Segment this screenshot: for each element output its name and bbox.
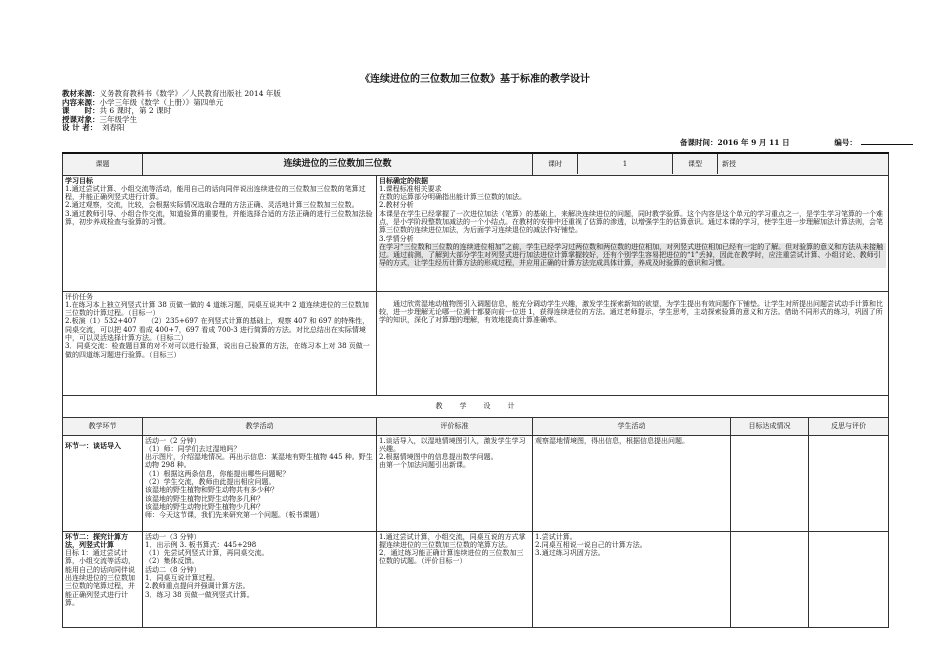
goals-cell (63, 175, 377, 291)
page-title: 《连续进位的三位数加三位数》基于标准的教学设计 (360, 74, 590, 85)
goals-row (63, 175, 889, 291)
type-label: 课型 (673, 154, 718, 174)
design-heading-row (63, 395, 889, 417)
meta-audience: 授课对象：三年级学生 (62, 114, 137, 124)
basis-item: 在数的运算部分明确指出能计算三位数的加法。 (379, 193, 526, 202)
step1-activity: 活动一（2 分钟） （1）师：同学们去过湿地吗？ 出示图片，介绍湿地情况。再出示信息：某湿地有野生植物 445 种。野生动物 298 种。 （1）根据这两条信息，你能提出哪些问题呢？ （2）学生交流，教师由此提出相应问题。 该湿地的野生植物和野生动物共有多少种？ 该湿地的野生植物比野生动物多几种？ 该湿地的野生动物比野生植物少几种？ 师：今天这节课，我们先来研究第一个问题。（板书课题） (143, 435, 377, 531)
basis-item: 本课是在学生已经掌握了一次进位加法（笔算）的基础上，来解决连续进位的问题，同时教学验算。这个内容是这个单元的学习重点之一，是学生学习笔算的一个难点，是小学阶段整数加减法的一个小结点。在教材的安排中还重视了估算的渗透，以增强学生的估算意识。通过本课的学习，使学生进一步理解加法计算法则，会笔算三位数的连续进位加法，为后面学习连续退位的减法作好铺垫。 (379, 209, 883, 235)
meta-content: 内容来源：小学三年级《数学（上册）》第四单元 (62, 97, 224, 107)
topic-row (63, 153, 889, 175)
doc-number-blank (861, 144, 913, 145)
doc-number-label: 编号： (834, 138, 857, 147)
step2-goal: 目标 1：通过尝试计算，小组交流等活动，能用自己的话向同伴说出连续进位的三位数加三位数的笔算过程，并能正确列竖式进行计算。 (65, 549, 135, 607)
topic-label: 课题 (63, 153, 143, 175)
meta-designer: 设 计 者： 刘春阳 (62, 123, 125, 133)
meta-period: 课 时：共 6 课时，第 2 课时 (62, 106, 172, 116)
basis-item: 1.课程标准相关要求 (379, 184, 442, 193)
step2-name: 环节二：探究计算方法，列竖式计算 (65, 531, 128, 549)
step2-reflection (809, 531, 889, 627)
col-activity: 教学活动 (143, 417, 377, 435)
hours-label: 课时 (533, 154, 578, 174)
basis-heading: 目标确定的依据 (379, 175, 428, 185)
goal-item: 1.通过尝试计算、小组交流等活动，能用自己的话向同伴说出连续进位的三位数加三位数的笔算过程，并能正确列竖式进行计算。 (65, 184, 366, 202)
step2-student: 1.尝试计算。 2.同桌互相说一说自己的计算方法。 3.通过练习巩固方法。 (533, 531, 731, 627)
step2-row (63, 531, 889, 627)
assessment-item: 2.板演（1）532+407 （2）235+697 在列竖式计算的基础上，观察 407 和 697 的特殊性，同桌交流，可以把 407 看成 400+7，697 看成 700-3 进行简算的方法。对比总结出在实际情境中，可以灵活选择计算方法。（目标二） (65, 317, 370, 342)
lesson-plan-table (62, 152, 889, 628)
col-step: 教学环节 (63, 417, 143, 435)
topic-value: 连续进位的三位数加三位数 (143, 153, 533, 175)
goal-item: 3.通过教师引导、小组合作交流，知道验算的重要性，并能选择合适的方法正确的进行三位数加法验算，初步养成检查与验算的习惯。 (65, 209, 373, 226)
step1-achievement (731, 435, 809, 531)
hours-value: 1 (578, 154, 673, 174)
col-student: 学生活动 (533, 417, 731, 435)
step1-row (63, 435, 889, 531)
step1-name: 环节一：谈话导入 (63, 435, 143, 531)
meta-block (62, 90, 281, 133)
step2-activity: 活动一（3 分钟） 1．出示例 3. 板书算式：445+298 （1）先尝试列竖式计算，再同桌交流。 （2）集体反馈。 活动二（8 分钟） 1．同桌互说计算过程。 2.教师重点提问并强调计算方法。 3．练习 38 页做一做列竖式计算。 (143, 531, 377, 627)
goals-heading: 学习目标 (65, 175, 93, 185)
basis-cell (377, 175, 889, 291)
step2-criteria: 1.通过尝试计算，小组交流，同桌互说的方式掌握连续进位的三位数加三位数的笔算方法。 2．通过练习能正确计算连续进位的三位数加三位数的试题。（评价目标一） (377, 531, 533, 627)
assessment-row (63, 291, 889, 395)
assessment-rationale: 通过欣赏湿地动植物图引入调题信息，能充分调动学生兴趣，激发学生探索新知的欲望，为学生提出有效问题作下铺垫。让学生对所提出问题尝试动手计算和比较，进一步理解无论哪一位满十都要向前一位进 1，获得连续进位的方法。通过老师提示，学生思考，主动探索验算的意义和方法。借助不同形式的练习，巩固了所学的知识，深化了对算理的理解，有效地提高计算准确率。 (377, 291, 889, 395)
col-reflection: 反思与评价 (809, 417, 889, 435)
meta-source: 教材来源：义务教育教科书《数学》／人民教育出版社 2014 年版 (62, 89, 281, 98)
step2-name-cell (63, 531, 143, 627)
prep-date: 备课时间：2016 年 9 月 11 日 (680, 138, 790, 147)
assessment-item: 1.在练习本上独立列竖式计算 38 页做一做的 4 道练习题，同桌互说其中 2 道连续进位的三位数加三位数的计算过程。（目标一） (65, 300, 369, 318)
basis-item: 2.教材分析 (379, 201, 414, 210)
type-value: 新授 (722, 159, 737, 168)
assessment-item: 3．同桌交流：检查题目算的对不对可以进行验算，说出自己验算的方法，在练习本上对 38 页做一做的四道练习题进行验算。（目标三） (65, 342, 370, 359)
step2-achievement (731, 531, 809, 627)
goal-item: 2.通过观察，交流，比较，会根据实际情况选取合理的方法正确、灵活地计算三位数加三位数。 (65, 201, 359, 210)
basis-item: 3.学情分析 (379, 234, 414, 243)
basis-item: 在学习“三位数和三位数的连续进位相加”之前，学生已经学习过两位数和两位数的进位相加，对列竖式进位相加已经有一定的了解。但对验算的意义和方法从未接触过。通过前测，了解到大部分学生对列竖式进行加法进位计算掌握较好，还有个别学生容易把进位的“1”丢掉，因此在教学时，应注重尝试计算、小组讨论、教师引导的方式，让学生经历计算方法的形成过程，并应用正确的计算方法完成具体计算，养成及时验算的意识和习惯。 (379, 243, 886, 268)
step1-student: 观察湿地情境图，得出信息，根据信息提出问题。 (533, 435, 731, 531)
assessment-heading: 评价任务 (65, 292, 93, 301)
col-achievement: 目标达成情况 (731, 417, 809, 435)
prep-info (680, 137, 913, 148)
column-header-row (63, 417, 889, 435)
step1-reflection (809, 435, 889, 531)
col-criteria: 评价标准 (377, 417, 533, 435)
step1-criteria: 1.谈话导入，以湿地情境图引入，激发学生学习兴趣。 2.根据情境图中的信息提出数学问题。 由第一个加法问题引出新课。 (377, 435, 533, 531)
design-heading: 教 学 设 计 (63, 395, 889, 417)
assessment-cell (63, 291, 377, 395)
